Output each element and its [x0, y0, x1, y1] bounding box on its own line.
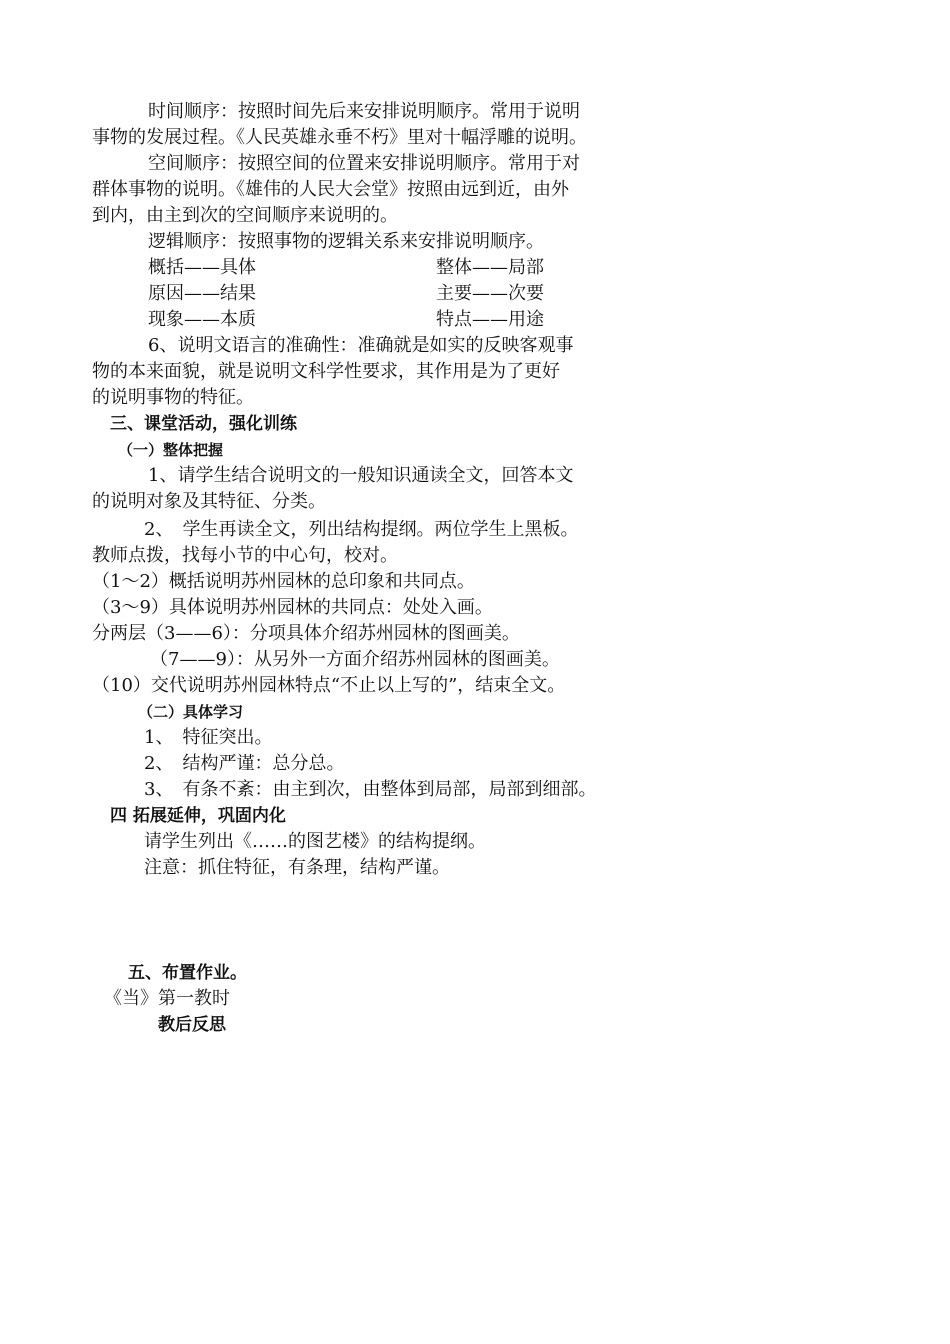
outline-item: （1～2）概括说明苏州园林的总印象和共同点。 — [92, 571, 475, 592]
order-pair-left: 原因——结果 — [148, 283, 256, 304]
order-pair-right: 主要——次要 — [436, 283, 544, 304]
section-heading: 五、布置作业。 — [128, 963, 247, 983]
section-heading: 教后反思 — [158, 1015, 226, 1035]
text-line: 2、 学生再读全文，列出结构提纲。两位学生上黑板。 — [144, 519, 579, 540]
list-item: 2、 结构严谨：总分总。 — [144, 753, 345, 774]
text-line: 1、请学生结合说明文的一般知识通读全文，回答本文 — [148, 465, 574, 486]
section-heading: 四 拓展延伸，巩固内化 — [110, 806, 286, 826]
list-item: 3、 有条不紊：由主到次，由整体到局部，局部到细部。 — [144, 779, 597, 800]
text-line: 到内，由主到次的空间顺序来说明的。 — [92, 205, 398, 226]
outline-item: （10）交代说明苏州园林特点“不止以上写的”，结束全文。 — [92, 675, 566, 696]
order-pair-right: 特点——用途 — [436, 309, 544, 330]
text-line: 群体事物的说明。《雄伟的人民大会堂》按照由远到近，由外 — [92, 179, 569, 200]
text-line: 的说明对象及其特征、分类。 — [92, 491, 326, 512]
text-line: 事物的发展过程。《人民英雄永垂不朽》里对十幅浮雕的说明。 — [92, 127, 587, 148]
text-line: 逻辑顺序：按照事物的逻辑关系来安排说明顺序。 — [148, 231, 544, 252]
section-heading: 三、课堂活动，强化训练 — [110, 414, 297, 434]
subsection-heading: （一）整体把握 — [118, 441, 224, 459]
text-line: 空间顺序：按照空间的位置来安排说明顺序。常用于对 — [148, 153, 580, 174]
outline-item: （7——9）：从另外一方面介绍苏州园林的图画美。 — [150, 649, 560, 670]
text-line: 6、说明文语言的准确性：准确就是如实的反映客观事 — [148, 335, 574, 356]
order-pair-left: 现象——本质 — [148, 309, 256, 330]
text-line: 教师点拨，找每小节的中心句，校对。 — [92, 545, 398, 566]
list-item: 1、 特征突出。 — [144, 727, 273, 748]
text-line: 的说明事物的特征。 — [92, 387, 254, 408]
text-line: 《当》第一教时 — [104, 988, 230, 1009]
order-pair-left: 概括——具体 — [148, 257, 256, 278]
text-line: 请学生列出《……的图艺楼》的结构提纲。 — [144, 831, 486, 852]
outline-item: （3～9）具体说明苏州园林的共同点：处处入画。 — [92, 597, 493, 618]
text-line: 物的本来面貌，就是说明文科学性要求，其作用是为了更好 — [92, 361, 560, 382]
text-line: 时间顺序：按照时间先后来安排说明顺序。常用于说明 — [148, 101, 580, 122]
order-pair-right: 整体——局部 — [436, 257, 544, 278]
outline-item: 分两层（3——6）：分项具体介绍苏州园林的图画美。 — [92, 623, 520, 644]
text-line: 注意：抓住特征，有条理，结构严谨。 — [144, 857, 450, 878]
subsection-heading: （二）具体学习 — [138, 703, 244, 721]
